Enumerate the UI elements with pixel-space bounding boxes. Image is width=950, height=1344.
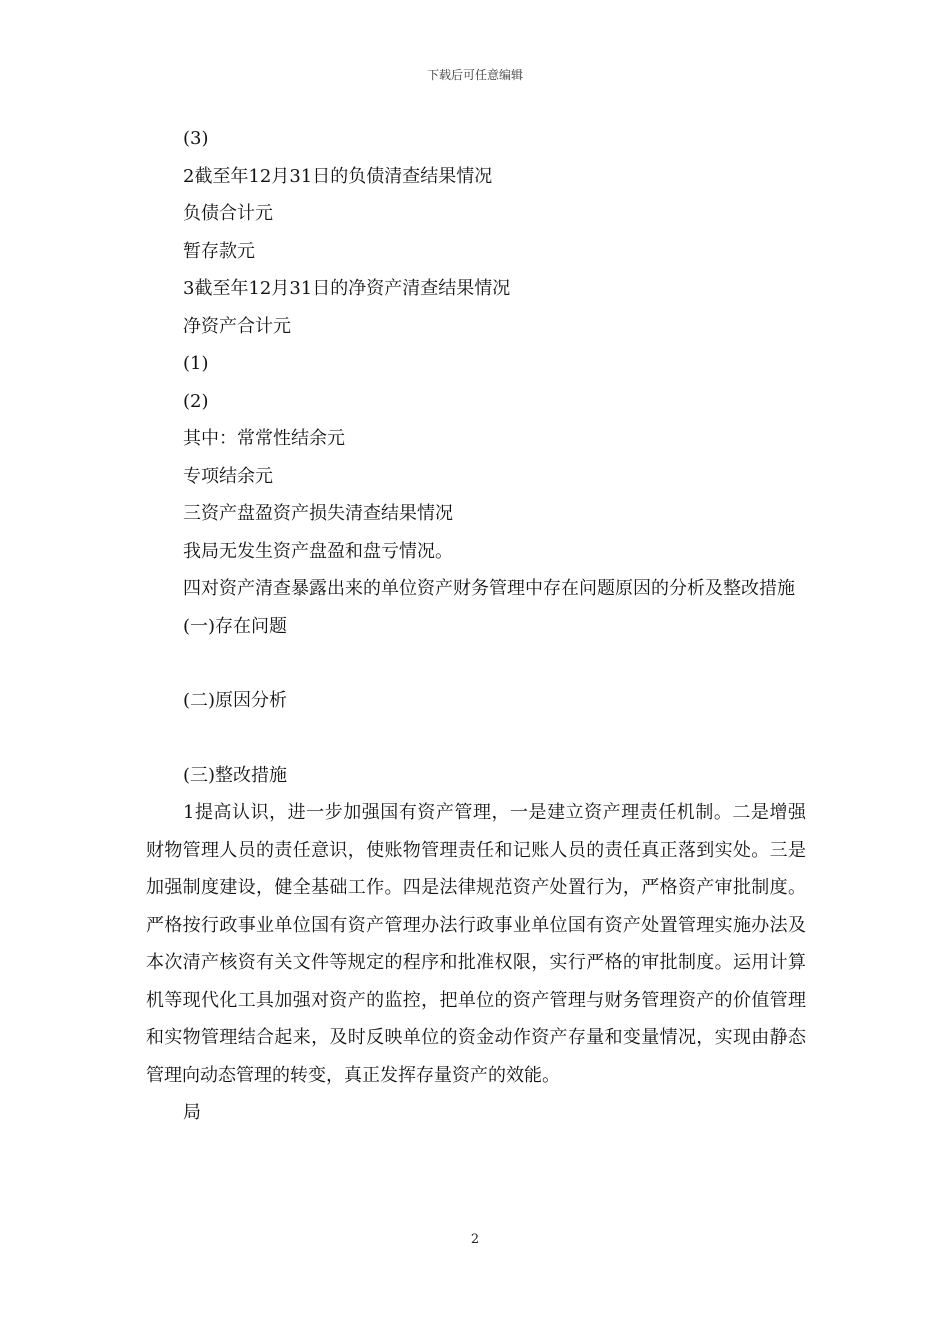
paragraph-analysis-heading: 四对资产清查暴露出来的单位资产财务管理中存在问题原因的分析及整改措施: [183, 578, 795, 599]
paragraph-measures-body: 1提高认识，进一步加强国有资产管理，一是建立资产理责任机制。二是增强财物管理人员的责任意识，使账物管理责任和记账人员的责任真正落到实处。三是加强制度建设，健全基础工作。四是法律规范资产处置行为，严格资产审批制度。严格按行政事业单位国有资产管理办法行政事业单位国有资产处置管理实施办法及本次清产核资有关文件等规定的程序和批准权限，实行严格的审批制度。运用计算机等现代化工具加强对资产的监控，把单位的资产管理与财务管理资产的价值管理和实物管理结合起来，及时反映单位的资金动作资产存量和变量情况，实现由静态管理向动态管理的转变，真正发挥存量资产的效能。: [146, 802, 806, 1086]
paragraph-asset-loss-heading: 三资产盘盈资产损失清查结果情况: [183, 503, 453, 524]
paragraph-no-surplus-loss: 我局无发生资产盘盈和盘亏情况。: [183, 540, 453, 562]
document-body: [146, 120, 806, 1132]
paragraph-net-assets-heading: 3截至年12月31日的净资产清查结果情况: [183, 278, 511, 299]
page-number: 2: [470, 1232, 480, 1247]
paragraph-liabilities-heading: 2截至年12月31日的负债清查结果情况: [183, 165, 493, 187]
page-header: 下载后可任意编辑: [426, 68, 523, 82]
paragraph-cause-analysis: (二)原因分析: [183, 690, 288, 711]
paragraph-item-1: (1): [183, 353, 209, 374]
paragraph-bureau: 局: [183, 1102, 201, 1123]
paragraph-net-assets-total: 净资产合计元: [183, 315, 291, 337]
paragraph-liabilities-total: 负债合计元: [183, 203, 273, 224]
blank-line: [146, 720, 806, 757]
blank-line: [146, 645, 806, 682]
paragraph-existing-problems: (一)存在问题: [183, 615, 288, 637]
paragraph-temporary-deposits: 暂存款元: [183, 240, 255, 262]
paragraph-special-surplus: 专项结余元: [183, 465, 273, 487]
paragraph-item-2: (2): [183, 390, 209, 412]
paragraph-rectification-measures: (三)整改措施: [183, 764, 288, 786]
paragraph-item-3: (3): [183, 128, 209, 149]
paragraph-regular-surplus: 其中：常常性结余元: [183, 428, 345, 449]
